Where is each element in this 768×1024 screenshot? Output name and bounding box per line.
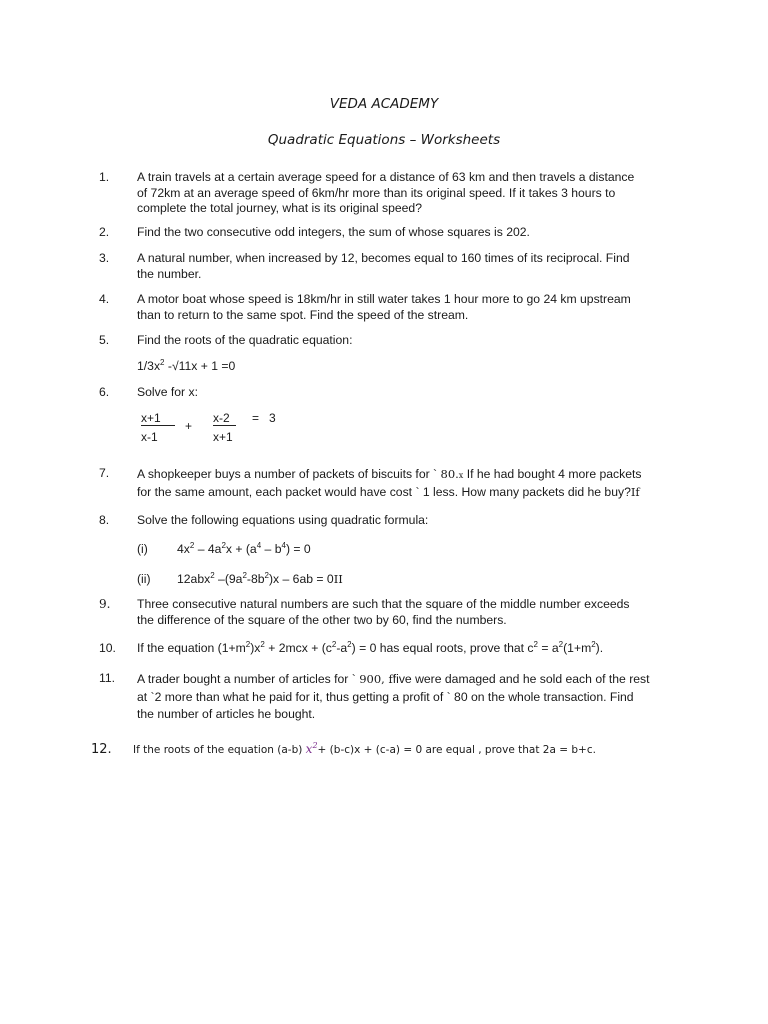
question-number: 1. — [99, 170, 110, 184]
question-9-text — [137, 597, 671, 628]
question-6-text — [137, 385, 671, 401]
question-10-text: If the equation $(1+m^2)x^2 + 2mcx + (c^2-a^2) = 0$ has equal roots, prove that $c^2 = a^2(1+m^2)$. — [137, 640, 604, 655]
question-number: 12. — [91, 742, 112, 757]
equals-value: = 3 — [252, 411, 276, 425]
question-number: 9. — [99, 597, 111, 611]
fraction-2-numerator: x-2 — [213, 411, 236, 426]
question-number: 5. — [99, 333, 110, 347]
part-ii-equation: 12abx$^2$ $-(9a^2-8b^2)x - 6ab = 0II$ — [177, 571, 343, 586]
fraction-1-numerator: x+1 — [141, 411, 175, 426]
text-line: at `2 more than what he paid for it, thus getting a profit of ` 80 on the whole transaction. Find — [137, 689, 634, 704]
text-line: Solve for x: — [137, 385, 198, 399]
text-line: the number. — [137, 266, 202, 281]
text-line: Three consecutive natural numbers are such that the square of the middle number exceeds — [137, 597, 630, 611]
text-line: Find the roots of the quadratic equation: — [137, 333, 353, 347]
fraction-2-denominator: x+1 — [213, 430, 233, 444]
question-3-text — [137, 251, 671, 282]
question-5-text — [137, 333, 671, 349]
text-line: A train travels at a certain average speed for a distance of 63 km and then travels a distance — [137, 170, 635, 184]
text-line: of 72km at an average speed of 6km/hr more than its original speed. If it takes 3 hours to — [137, 185, 616, 200]
question-number: 11. — [99, 671, 116, 685]
question-number: 2. — [99, 225, 110, 239]
question-number: 10. — [99, 641, 116, 655]
text-line: Find the two consecutive odd integers, the sum of whose squares is 202. — [137, 225, 530, 239]
question-8-text — [137, 513, 671, 529]
worksheet-subtitle: Quadratic Equations – Worksheets — [267, 132, 501, 148]
question-number: 8. — [99, 513, 110, 527]
fraction-1-denominator: x-1 — [141, 430, 158, 444]
part-label: (i) — [137, 542, 148, 556]
text-line: than to return to the same spot. Find the speed of the stream. — [137, 307, 469, 322]
question-1-text — [137, 170, 671, 217]
part-label: (ii) — [137, 572, 151, 586]
question-number: 6. — [99, 385, 110, 399]
question-number: 3. — [99, 251, 110, 265]
text-line: complete the total journey, what is its original speed? — [137, 201, 422, 215]
part-i-equation: $4x^2 - 4a^2x + (a^4 - b^4) = 0$ — [177, 541, 311, 556]
equation: $1/3x^2$ -√11x + 1 =0 — [137, 358, 236, 373]
text-line: A motor boat whose speed is 18km/hr in still water takes 1 hour more to go 24 km upstream — [137, 292, 631, 306]
text-line: Solve the following equations using quadratic formula: — [137, 513, 429, 527]
text-line: the difference of the square of the other two by 60, find the numbers. — [137, 612, 507, 627]
text-line: A natural number, when increased by 12, becomes equal to 160 times of its reciprocal. Find — [137, 251, 630, 265]
question-number: 4. — [99, 292, 110, 306]
question-12-text: If the roots of the equation (a-b) $x^2+ (b-c)x + (c-a) = 0$ are equal , prove that 2a = b+c. — [133, 741, 596, 756]
question-7-text: A shopkeeper buys a number of packets of biscuits for ` 80.x If he had bought 4 more packets for the same amount, each packet would have cost ` 1 less. How many packets did he buy?If — [137, 467, 642, 499]
question-4-text — [137, 292, 671, 323]
question-11-text: A trader bought a number of articles for ` 900, ffive were damaged and he sold each of the rest at `2 more than what he paid for it, thus getting a profit of ` 80 on the whole transaction. Find the number of articles he bought. — [137, 671, 671, 724]
academy-title: VEDA ACADEMY — [329, 96, 439, 112]
plus-sign: + — [185, 419, 193, 433]
question-2-text — [137, 225, 671, 241]
question-number: 7. — [99, 466, 110, 480]
text-line: the number of articles he bought. — [137, 707, 316, 721]
